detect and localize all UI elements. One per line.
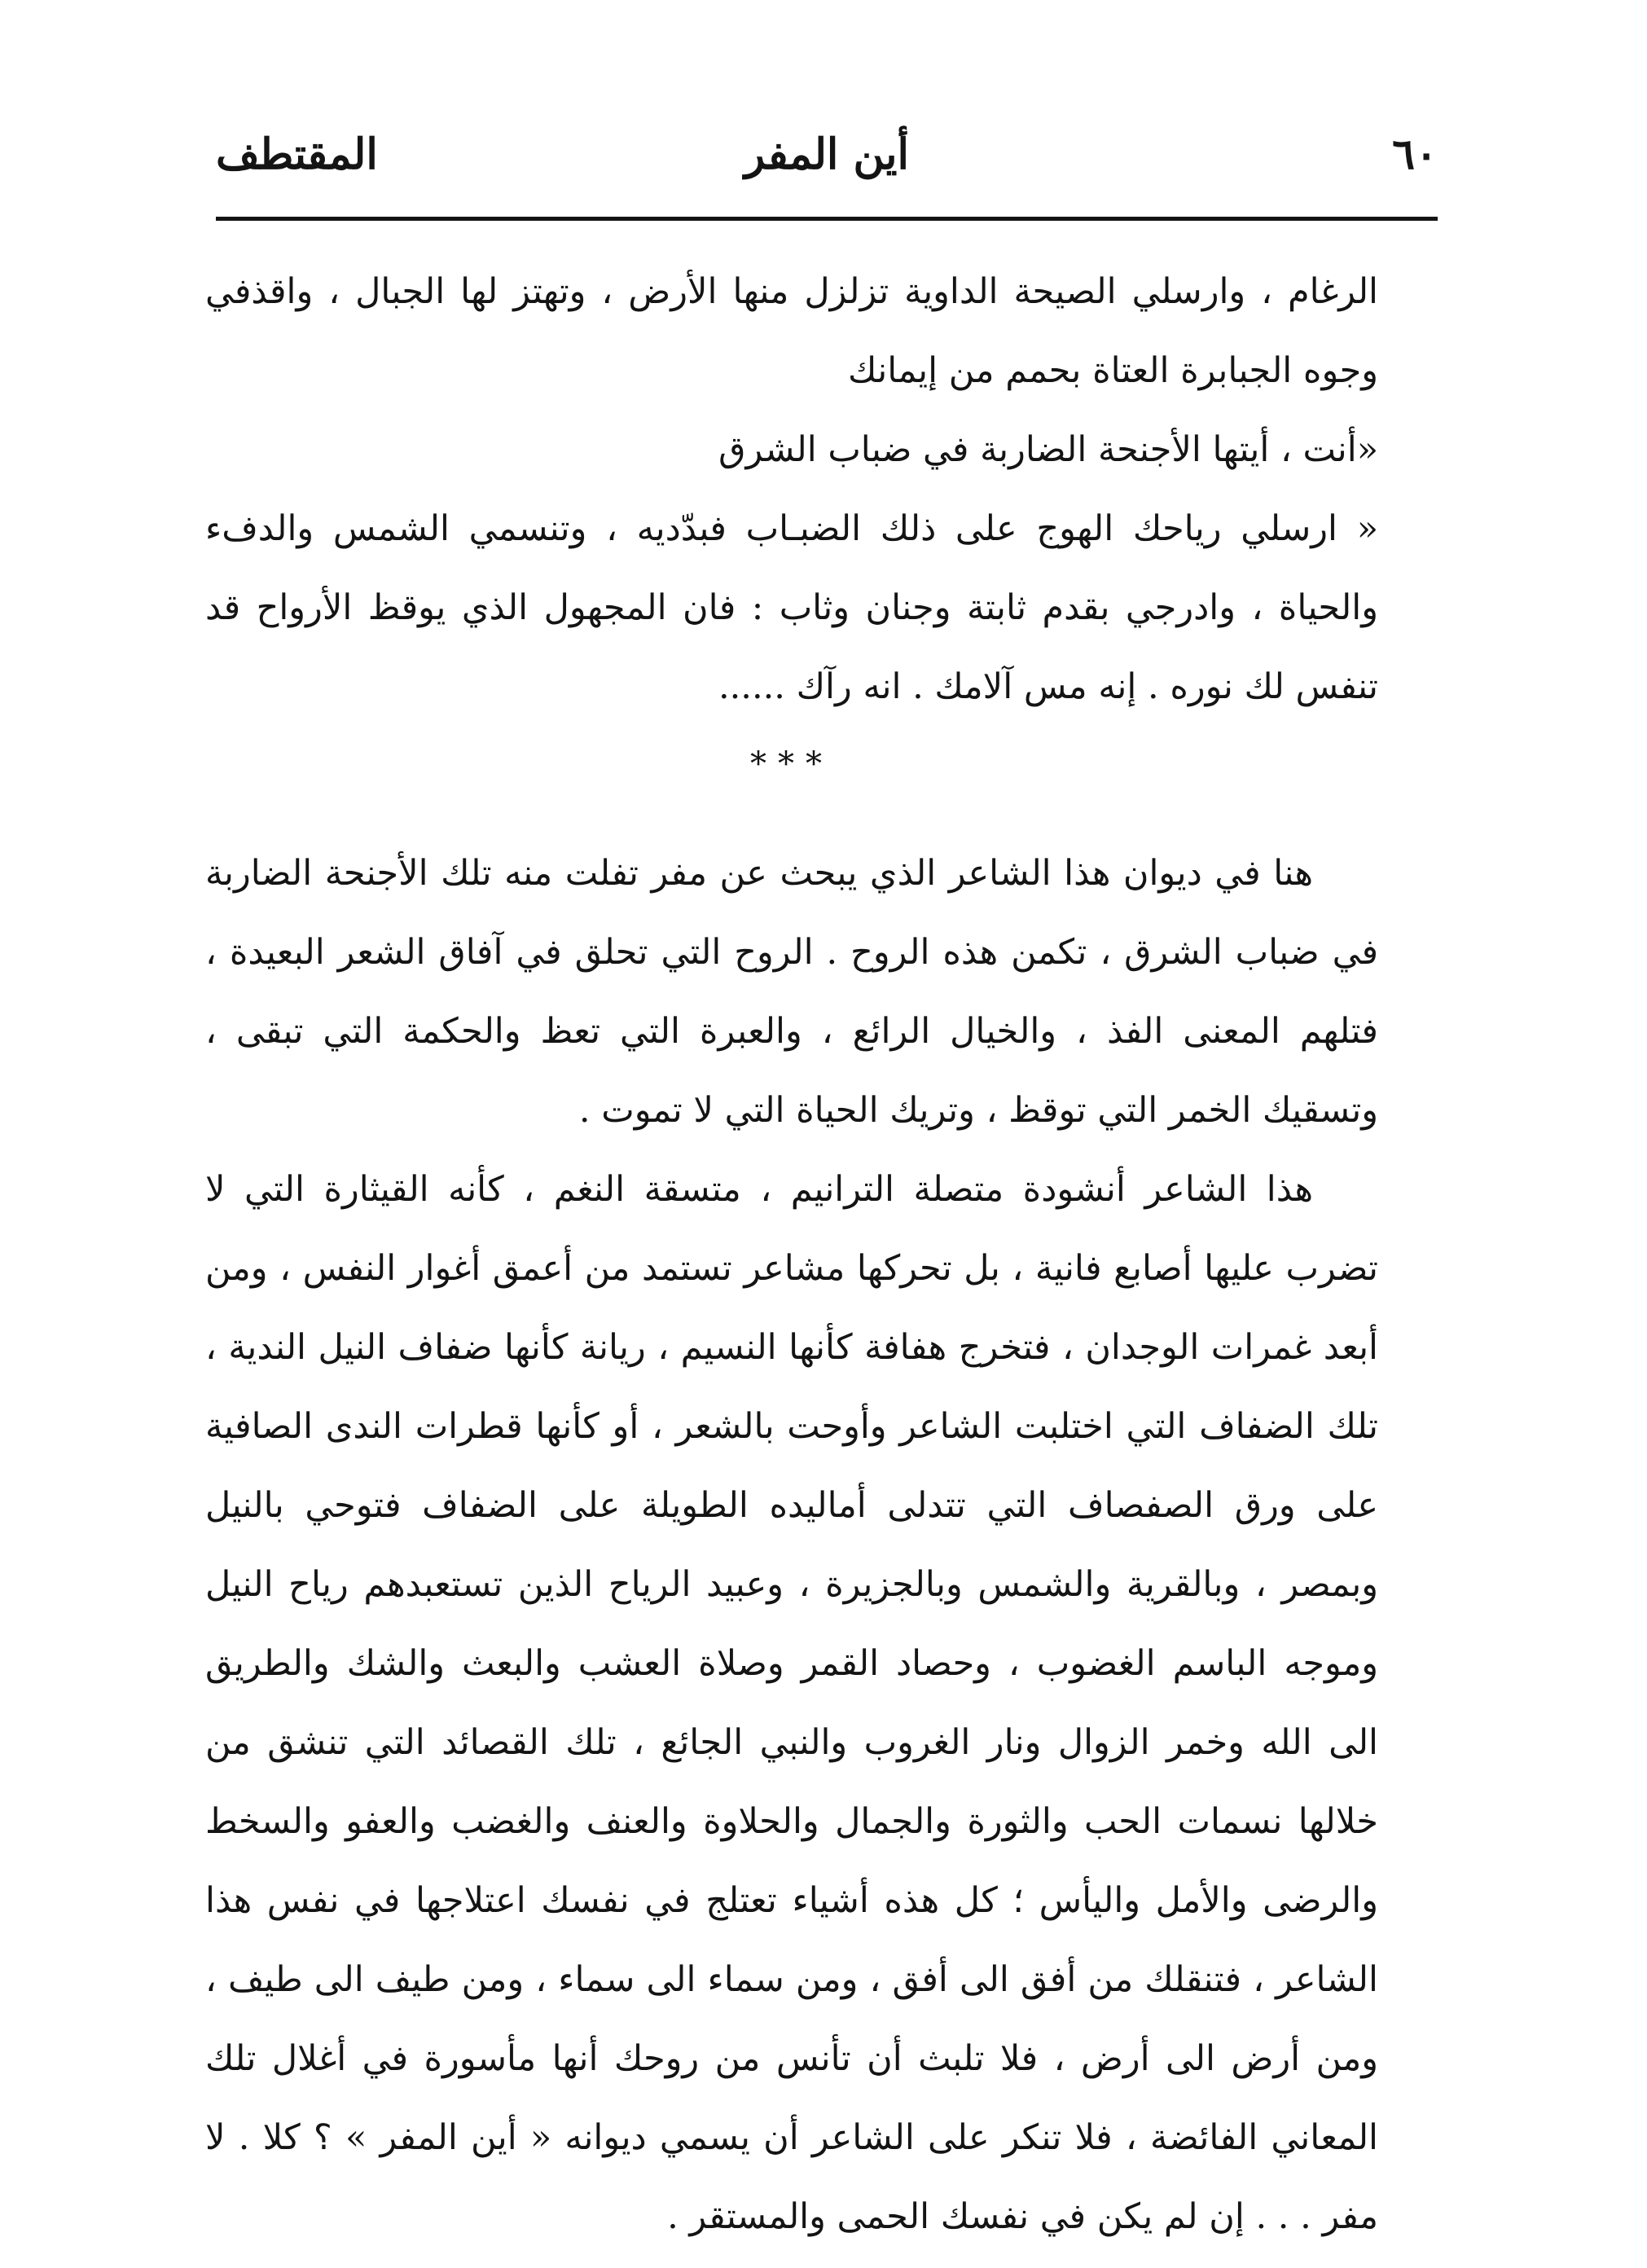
running-title: أين المفر <box>744 130 909 179</box>
paragraph-continuation: الرغام ، وارسلي الصيحة الداوية تزلزل منها الأرض ، وتهتز لها الجبال ، واقذفي وجوه الجبابرة العتاة بحمم من إيمانك <box>205 271 1378 391</box>
quote-paragraph: « ارسلي رياحك الهوج على ذلك الضبـاب فبدّديه ، وتنسمي الشمس والدفء والحياة ، وادرجي بقدم ثابتة وجنان وثاب : فان المجهول الذي يوقظ الأرواح قد تنفس لك نوره . إنه مس آلامك . انه رآك ...... <box>205 508 1378 707</box>
section-separator: *** <box>750 745 833 783</box>
page-number: ٦٠ <box>1392 130 1438 179</box>
article-body <box>205 253 1378 2257</box>
quote-line: «أنت ، أيتها الأجنحة الضاربة في ضباب الشرق <box>718 429 1378 470</box>
paragraph: هذا الشاعر أنشودة متصلة الترانيم ، متسقة النغم ، كأنه القيثارة التي لا تضرب عليها أصابع فانية ، بل تحركها مشاعر تستمد من أعمق أغوار النفس ، ومن أبعد غمرات الوجدان ، فتخرج هفافة كأنها النسيم ، ريانة كأنها ضفاف النيل الندية ، تلك الضفاف التي اختلبت الشاعر وأوحت بالشعر ، أو كأنها قطرات الندى الصافية على ورق الصفصاف التي تتدلى أماليده الطويلة على الضفاف فتوحي بالنيل وبمصر ، وبالقرية والشمس وبالجزيرة ، وعبيد الرياح الذين تستعبدهم رياح النيل وموجه الباسم الغضوب ، وحصاد القمر وصلاة العشب والبعث والشك والطريق الى الله وخمر الزوال ونار الغروب والنبي الجائع ، تلك القصائد التي تنشق من خلالها نسمات الحب والثورة والجمال والحلاوة والعنف والغضب والعفو والسخط والرضى والأمل واليأس ؛ كل هذه أشياء تعتلج في نفسك اعتلاجها في نفس هذا الشاعر ، فتنقلك من أفق الى أفق ، ومن سماء الى سماء ، ومن طيف الى طيف ، ومن أرض الى أرض ، فلا تلبث أن تأنس من روحك أنها مأسورة في أغلال تلك المعاني الفائضة ، فلا تنكر على الشاعر أن يسمي ديوانه « أين المفر » ؟ كلا . لا مفر . . . إن لم يكن في نفسك الحمى والمستقر . <box>205 1169 1378 2237</box>
journal-name: المقتطف <box>216 130 378 179</box>
paragraph: هنا في ديوان هذا الشاعر الذي يبحث عن مفر تفلت منه تلك الأجنحة الضاربة في ضباب الشرق ، تكمن هذه الروح . الروح التي تحلق في آفاق الشعر البعيدة ، فتلهم المعنى الفذ ، والخيال الرائع ، والعبرة التي تعظ والحكمة التي تبقى ، وتسقيك الخمر التي توقظ ، وتريك الحياة التي لا تموت . <box>205 853 1378 1131</box>
header-rule <box>216 217 1438 221</box>
page-header <box>216 122 1438 187</box>
